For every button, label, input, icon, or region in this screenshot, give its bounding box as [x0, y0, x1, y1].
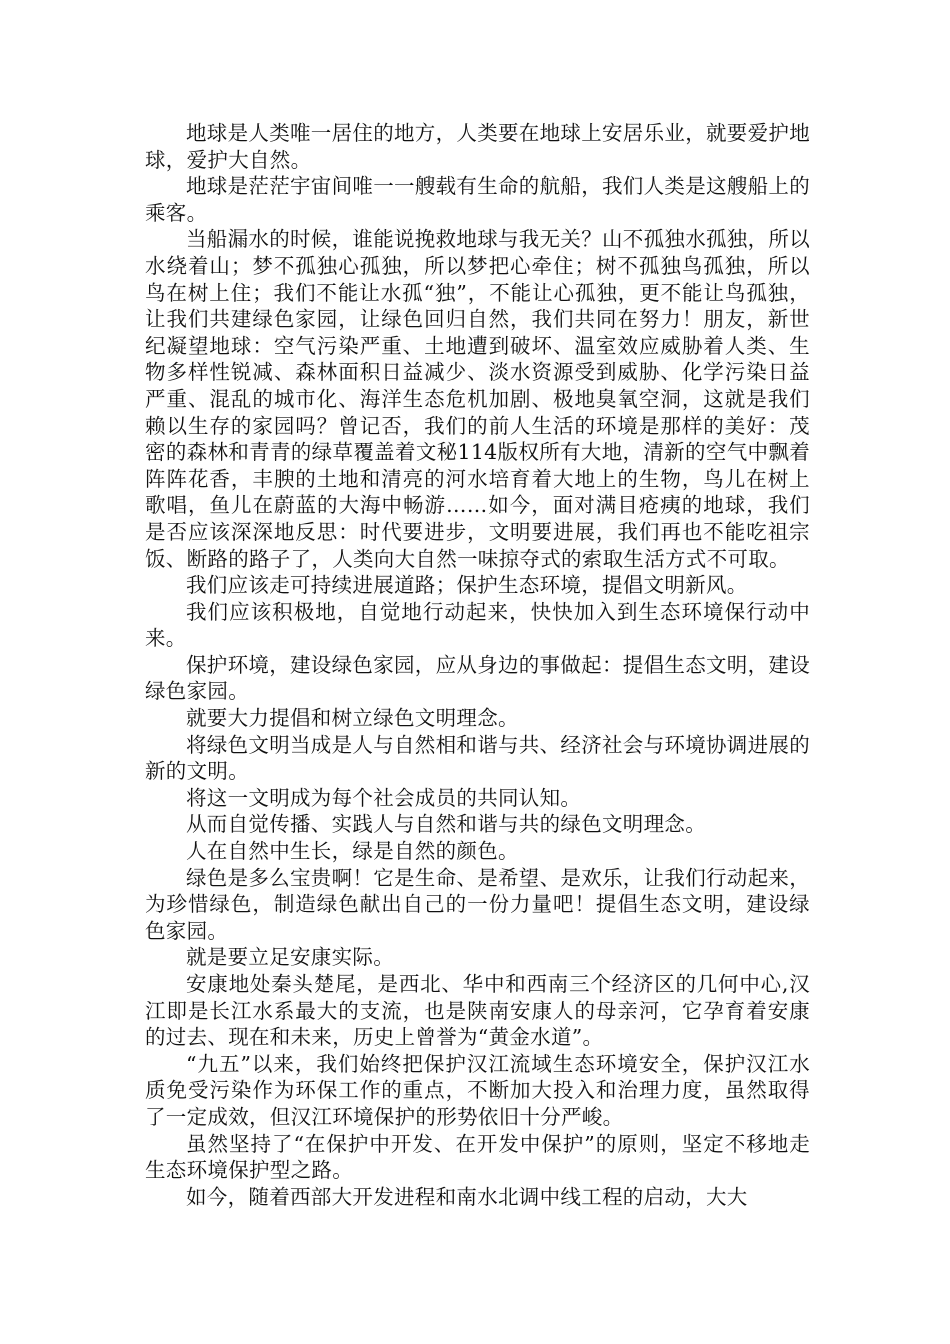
- paragraph: 当船漏水的时候，谁能说挽救地球与我无关？山不孤独水孤独，所以水绕着山；梦不孤独心孤独，所以梦把心牵住；树不孤独鸟孤独，所以鸟在树上住；我们不能让水孤“独”，不能让心孤独，更不能让鸟孤独，让我们共建绿色家园，让绿色回归自然，我们共同在努力！朋友，新世纪凝望地球：空气污染严重、土地遭到破坏、温室效应威胁着人类、生物多样性锐减、森林面积日益减少、淡水资源受到威胁、化学污染日益严重、混乱的城市化、海洋生态危机加剧、极地臭氧空洞，这就是我们赖以生存的家园吗？曾记否，我们的前人生活的环境是那样的美好：茂密的森林和青青的绿草覆盖着文秘114版权所有大地，清新的空气中飘着阵阵花香，丰腴的土地和清亮的河水培育着大地上的生物，鸟儿在树上歌唱，鱼儿在蔚蓝的大海中畅游……如今，面对满目疮痍的地球，我们是否应该深深地反思：时代要进步，文明要进展，我们再也不能吃祖宗饭、断路的路子了，人类向大自然一味掠夺式的索取生活方式不可取。: [145, 227, 810, 571]
- paragraph: 就要大力提倡和树立绿色文明理念。: [186, 706, 519, 731]
- document-body: [145, 120, 810, 1210]
- paragraph: 我们应该走可持续进展道路；保护生态环境，提倡文明新风。: [186, 573, 748, 598]
- paragraph: “九五”以来，我们始终把保护汉江流域生态环境安全，保护汉江水质免受污染作为环保工作的重点，不断加大投入和治理力度，虽然取得了一定成效，但汉江环境保护的形势依旧十分严峻。: [145, 1051, 810, 1129]
- paragraph: 我们应该积极地，自觉地行动起来，快快加入到生态环境保行动中来。: [145, 599, 810, 651]
- paragraph: 安康地处秦头楚尾，是西北、华中和西南三个经济区的几何中心,汉江即是长江水系最大的支流，也是陕南安康人的母亲河，它孕育着安康的过去、现在和未来，历史上曾誉为“黄金水道”。: [145, 972, 810, 1050]
- paragraph: 地球是人类唯一居住的地方，人类要在地球上安居乐业，就要爱护地球，爱护大自然。: [145, 121, 810, 172]
- paragraph: 从而自觉传播、实践人与自然和谐与共的绿色文明理念。: [186, 812, 706, 837]
- paragraph: 将绿色文明当成是人与自然相和谐与共、经济社会与环境协调进展的新的文明。: [145, 732, 810, 784]
- paragraph: 将这一文明成为每个社会成员的共同认知。: [186, 785, 582, 810]
- paragraph: 地球是茫茫宇宙间唯一一艘载有生命的航船，我们人类是这艘船上的乘客。: [145, 174, 810, 225]
- paragraph: 就是要立足安康实际。: [186, 945, 394, 970]
- paragraph: 如今，随着西部大开发进程和南水北调中线工程的启动，大大: [186, 1184, 748, 1209]
- paragraph: 保护环境，建设绿色家园，应从身边的事做起：提倡生态文明，建设绿色家园。: [145, 652, 810, 704]
- paragraph: 人在自然中生长，绿是自然的颜色。: [186, 839, 519, 864]
- paragraph: 虽然坚持了“在保护中开发、在开发中保护”的原则，坚定不移地走生态环境保护型之路。: [145, 1131, 810, 1183]
- paragraph: 绿色是多么宝贵啊！它是生命、是希望、是欢乐，让我们行动起来，为珍惜绿色，制造绿色献出自己的一份力量吧！提倡生态文明，建设绿色家园。: [145, 865, 810, 943]
